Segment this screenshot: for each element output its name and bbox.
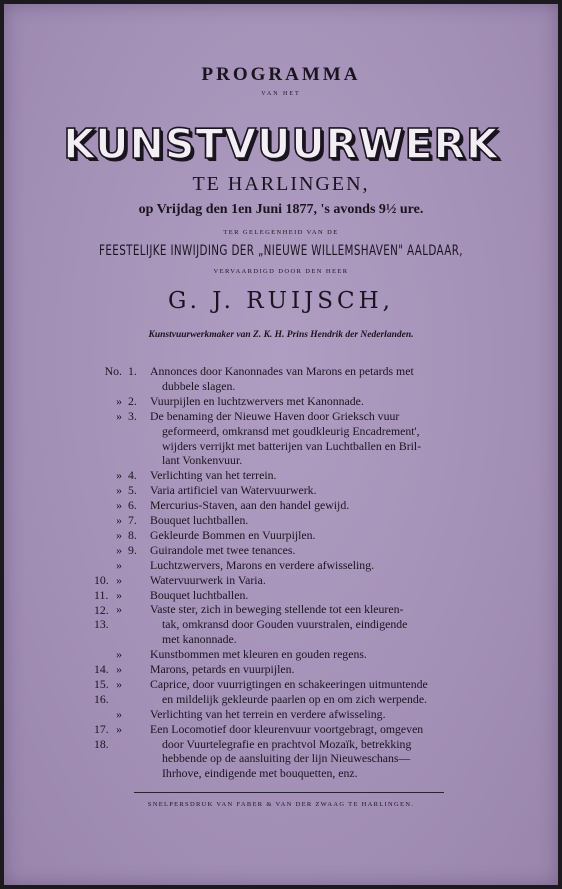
program-item-number xyxy=(94,409,140,424)
program-item-text xyxy=(150,483,475,498)
program-item-no: 1. xyxy=(128,364,137,378)
program-item-line: Een Locomotief door kleurenvuur voortgebragt, omgeven xyxy=(150,721,424,736)
program-item-no: 11. xyxy=(94,587,109,602)
program-item-number xyxy=(94,483,140,498)
program-item-line: Marons, petards en vuurpijlen. xyxy=(150,662,295,676)
program-item-prefix: » xyxy=(116,527,122,542)
program-item-line: De benaming der Nieuwe Haven door Grieksch vuur xyxy=(150,408,400,423)
program-item-line: Ihrhove, eindigende met bouquetten, enz. xyxy=(162,766,358,781)
program-item-number xyxy=(94,513,140,528)
program-item-text xyxy=(150,662,475,677)
printer-credit: SNELPERSDRUK VAN FABER & VAN DER ZWAAG TE HARLINGEN. xyxy=(147,801,415,808)
program-item-prefix: » xyxy=(116,587,122,602)
title-programma: PROGRAMMA xyxy=(201,64,361,85)
program-item-number xyxy=(94,722,140,752)
program-item-no: 3. xyxy=(128,408,137,423)
program-item-line: Verlichting van het terrein en verdere afwisseling. xyxy=(150,706,386,721)
poster-sheet xyxy=(4,4,558,885)
program-item-prefix: » xyxy=(116,572,122,587)
program-item-no: 13. xyxy=(94,617,109,632)
program-item-number xyxy=(94,528,140,543)
program-item-text xyxy=(150,588,475,603)
program-item-text xyxy=(150,647,475,662)
program-item-prefix: » xyxy=(116,513,122,527)
program-item-no: 4. xyxy=(128,468,137,483)
program-item-text xyxy=(150,558,475,573)
program-item-line: Caprice, door vuurrigtingen en schakeeringen uitmuntende xyxy=(150,676,428,691)
program-item-line: lant Vonkenvuur. xyxy=(162,453,243,468)
program-item-line: hebbende op de aansluiting der lijn Nieuweschans— xyxy=(162,751,411,766)
program-item-prefix: » xyxy=(116,468,122,483)
program-item-text xyxy=(150,722,475,782)
program-item-line: Bouquet luchtballen. xyxy=(150,587,249,602)
program-item-line: Verlichting van het terrein. xyxy=(150,468,277,483)
program-item-no: 7. xyxy=(128,513,137,527)
program-item-line: Varia artificiel van Watervuurwerk. xyxy=(150,483,317,498)
program-item-prefix: » xyxy=(116,721,122,736)
maker-title: Kunstvuurwerkmaker van Z. K. H. Prins Hendrik der Nederlanden. xyxy=(148,330,414,340)
program-item-number xyxy=(94,498,140,513)
program-item-prefix: » xyxy=(116,408,122,423)
program-item-prefix: » xyxy=(116,602,122,617)
program-item-line: Annonces door Kanonnades van Marons en petards met xyxy=(150,364,414,378)
program-item-line: Bouquet luchtballen. xyxy=(150,513,249,527)
program-item-line: Vuurpijlen en luchtzwervers met Kanonnade. xyxy=(150,393,364,408)
program-item-text xyxy=(150,468,475,483)
program-item-prefix: No. xyxy=(104,364,122,378)
program-item-line: met kanonnade. xyxy=(162,632,237,647)
program-item-no: 8. xyxy=(128,527,137,542)
program-item-prefix: » xyxy=(116,498,122,513)
program-item-no: 18. xyxy=(94,736,109,751)
program-item-line: Guirandole met twee tenances. xyxy=(150,542,296,557)
program-item-prefix: » xyxy=(116,706,122,721)
subtitle-van-het: VAN HET xyxy=(261,91,301,97)
title-te-harlingen: TE HARLINGEN, xyxy=(192,173,370,195)
program-item-line: Gekleurde Bommen en Vuurpijlen. xyxy=(150,527,316,542)
program-item-prefix: » xyxy=(116,676,122,691)
title-kunstvuurwerk: KUNSTVUURWERK xyxy=(63,120,499,168)
program-item-number xyxy=(94,602,140,632)
footer-divider xyxy=(134,792,444,793)
program-item-prefix: » xyxy=(116,393,122,408)
program-item-line: Mercurius-Staven, aan den handel gewijd. xyxy=(150,498,350,513)
maker-intro: VERVAARDIGD DOOR DEN HEER xyxy=(213,268,349,275)
occasion-title: FEESTELIJKE INWIJDING DER „NIEUWE WILLEMSHAVEN" AALDAAR, xyxy=(99,243,463,259)
program-item-no: 17. xyxy=(94,721,109,736)
program-item-text xyxy=(150,707,475,722)
program-item-line: door Vuurtelegrafie en prachtvol Mozaïk, betrekking xyxy=(162,736,412,751)
program-item-no: 14. xyxy=(94,662,109,677)
program-item-no: 16. xyxy=(94,691,109,706)
program-item-text xyxy=(150,364,475,394)
program-item-text xyxy=(150,602,475,647)
program-item-text xyxy=(150,573,475,588)
program-item-line: Watervuurwerk in Varia. xyxy=(150,572,266,587)
program-item-no: 5. xyxy=(128,483,137,498)
program-item-line: Luchtzwervers, Marons en verdere afwisseling. xyxy=(150,557,375,572)
program-item-no: 15. xyxy=(94,677,109,691)
program-item-line: Kunstbommen met kleuren en gouden regens. xyxy=(150,647,367,662)
program-item-text xyxy=(150,543,475,558)
program-item-number xyxy=(94,677,140,707)
program-item-no: 9. xyxy=(128,542,137,557)
program-item-number xyxy=(94,394,140,409)
program-item-line: Vaste ster, zich in beweging stellende tot een kleuren- xyxy=(150,602,404,617)
program-item-number xyxy=(94,364,140,379)
program-item-line: geformeerd, omkransd met goudkleurig Encadrement', xyxy=(162,423,420,438)
occasion-intro: TER GELEGENHEID VAN DE xyxy=(223,229,339,236)
program-item-no: 12. xyxy=(94,602,109,617)
program-item-number xyxy=(94,468,140,483)
program-item-text xyxy=(150,528,475,543)
maker-name: G. J. RUIJSCH, xyxy=(168,288,394,314)
program-item-text xyxy=(150,394,475,409)
program-item-line: en mildelijk gekleurde paarlen op en om zich werpende. xyxy=(162,691,427,706)
program-item-text xyxy=(150,409,475,469)
program-item-text xyxy=(150,498,475,513)
program-item-text xyxy=(150,513,475,528)
program-item-no: 6. xyxy=(128,498,137,513)
program-item-prefix: » xyxy=(116,557,122,572)
program-item-no: 2. xyxy=(128,393,137,408)
program-item-line: wijders verrijkt met batterijen van Luchtballen en Bril- xyxy=(162,438,422,453)
program-item-prefix: » xyxy=(116,542,122,557)
program-item-prefix: » xyxy=(116,662,122,676)
program-item-number xyxy=(94,543,140,558)
program-item-no: 10. xyxy=(94,572,109,587)
date-line: op Vrijdag den 1en Juni 1877, 's avonds 9½ ure. xyxy=(138,202,424,217)
program-item-line: dubbele slagen. xyxy=(162,378,236,393)
program-item-text xyxy=(150,677,475,707)
program-item-prefix: » xyxy=(116,483,122,498)
program-item-line: tak, omkransd door Gouden vuurstralen, eindigende xyxy=(162,617,408,632)
program-item-prefix: » xyxy=(116,647,122,662)
